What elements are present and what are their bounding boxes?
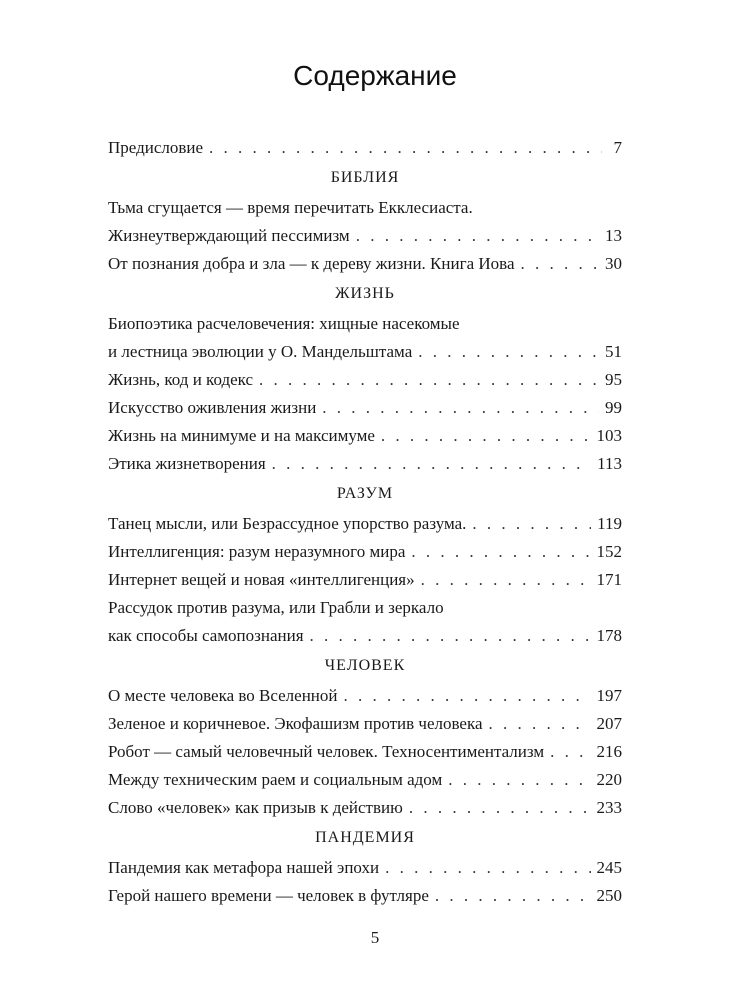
- toc-entry: [108, 566, 622, 594]
- toc-entry-title: и лестница эволюции у О. Мандельштама: [108, 342, 413, 361]
- toc-entry: [108, 422, 622, 450]
- toc-entry-page: 220: [596, 770, 622, 789]
- toc-entry-page: 207: [596, 714, 622, 733]
- toc-entry: [108, 682, 622, 710]
- toc-entry: [108, 738, 622, 766]
- toc-entry: [108, 134, 622, 162]
- toc-entry-page: 233: [596, 798, 622, 817]
- dot-leader: [259, 366, 599, 394]
- section-heading: ЖИЗНЬ: [335, 285, 395, 302]
- toc-entry-title: Предисловие: [108, 138, 204, 157]
- toc-entry-title: Интернет вещей и новая «интеллигенция»: [108, 570, 415, 589]
- toc-entry-page: 51: [605, 342, 622, 361]
- dot-leader: [409, 794, 591, 822]
- dot-leader: [472, 510, 591, 538]
- toc-entry: [108, 854, 622, 882]
- dot-leader: [322, 394, 599, 422]
- toc-entry: [108, 710, 622, 738]
- dot-leader: [448, 766, 590, 794]
- toc-entry-page: 30: [605, 254, 622, 273]
- dot-leader: [418, 338, 599, 366]
- toc-entry: [108, 622, 622, 650]
- toc-entry-title-line: Биопоэтика расчеловечения: хищные насекомые: [108, 314, 460, 333]
- toc-entry-title: Герой нашего времени — человек в футляре: [108, 886, 429, 905]
- toc-entry-title: как способы самопознания: [108, 626, 304, 645]
- toc-entry-title-line: Тьма сгущается — время перечитать Екклесиаста.: [108, 198, 473, 217]
- dot-leader: [310, 622, 591, 650]
- toc-entry: [108, 250, 622, 278]
- toc-entry-title-line: Рассудок против разума, или Грабли и зеркало: [108, 598, 444, 617]
- dot-leader: [435, 882, 591, 910]
- table-of-contents: [108, 134, 622, 910]
- toc-entry-page: 216: [596, 742, 622, 761]
- page-number: 5: [370, 928, 380, 947]
- toc-entry-title: Этика жизнетворения: [108, 454, 266, 473]
- dot-leader: [356, 222, 599, 250]
- dot-leader: [521, 250, 600, 278]
- dot-leader: [272, 450, 591, 478]
- toc-entry-title: Робот — самый человечный человек. Техносентиментализм: [108, 742, 545, 761]
- toc-entry-page: 250: [596, 886, 622, 905]
- toc-entry: [108, 510, 622, 538]
- toc-entry: [108, 394, 622, 422]
- toc-entry: [108, 366, 622, 394]
- toc-entry-title: О месте человека во Вселенной: [108, 686, 338, 705]
- toc-entry-page: 171: [596, 570, 622, 589]
- toc-entry-title: Искусство оживления жизни: [108, 398, 317, 417]
- toc-entry-page: 99: [605, 398, 622, 417]
- toc-entry-title: Между техническим раем и социальным адом: [108, 770, 443, 789]
- dot-leader: [344, 682, 591, 710]
- dot-leader: [209, 134, 602, 162]
- toc-entry: [108, 882, 622, 910]
- dot-leader: [385, 854, 590, 882]
- section-heading: РАЗУМ: [336, 485, 394, 502]
- toc-entry-page: 178: [596, 626, 622, 645]
- toc-entry-page: 113: [597, 454, 622, 473]
- dot-leader: [489, 710, 591, 738]
- toc-entry-title: Интеллигенция: разум неразумного мира: [108, 542, 406, 561]
- toc-entry-page: 95: [605, 370, 622, 389]
- section-heading: ЧЕЛОВЕК: [324, 657, 406, 674]
- toc-entry-title: Танец мысли, или Безрассудное упорство разума.: [108, 514, 467, 533]
- toc-entry: [108, 766, 622, 794]
- toc-entry: [108, 450, 622, 478]
- toc-entry-page: 245: [596, 858, 622, 877]
- toc-entry-title: Зеленое и коричневое. Экофашизм против человека: [108, 714, 483, 733]
- section-heading: БИБЛИЯ: [330, 169, 400, 186]
- toc-entry: [108, 338, 622, 366]
- toc-entry-page: 197: [596, 686, 622, 705]
- toc-entry-page: 7: [613, 138, 622, 157]
- toc-entry-page: 103: [596, 426, 622, 445]
- page-title: Содержание: [293, 60, 457, 91]
- dot-leader: [381, 422, 591, 450]
- toc-entry: [108, 538, 622, 566]
- dot-leader: [411, 538, 590, 566]
- toc-entry-title: Жизнь, код и кодекс: [108, 370, 254, 389]
- toc-entry: [108, 222, 622, 250]
- dot-leader: [421, 566, 591, 594]
- toc-entry-title: Пандемия как метафора нашей эпохи: [108, 858, 380, 877]
- toc-entry-page: 13: [605, 226, 622, 245]
- toc-entry-title: Жизнь на минимуме и на максимуме: [108, 426, 375, 445]
- toc-entry-title: Жизнеутверждающий пессимизм: [108, 226, 350, 245]
- toc-entry-title: От познания добра и зла — к дереву жизни. Книга Иова: [108, 254, 515, 273]
- toc-entry-page: 119: [597, 514, 622, 533]
- section-heading: ПАНДЕМИЯ: [315, 829, 415, 846]
- toc-entry-page: 152: [596, 542, 622, 561]
- dot-leader: [550, 738, 590, 766]
- toc-entry-title: Слово «человек» как призыв к действию: [108, 798, 403, 817]
- toc-entry: [108, 794, 622, 822]
